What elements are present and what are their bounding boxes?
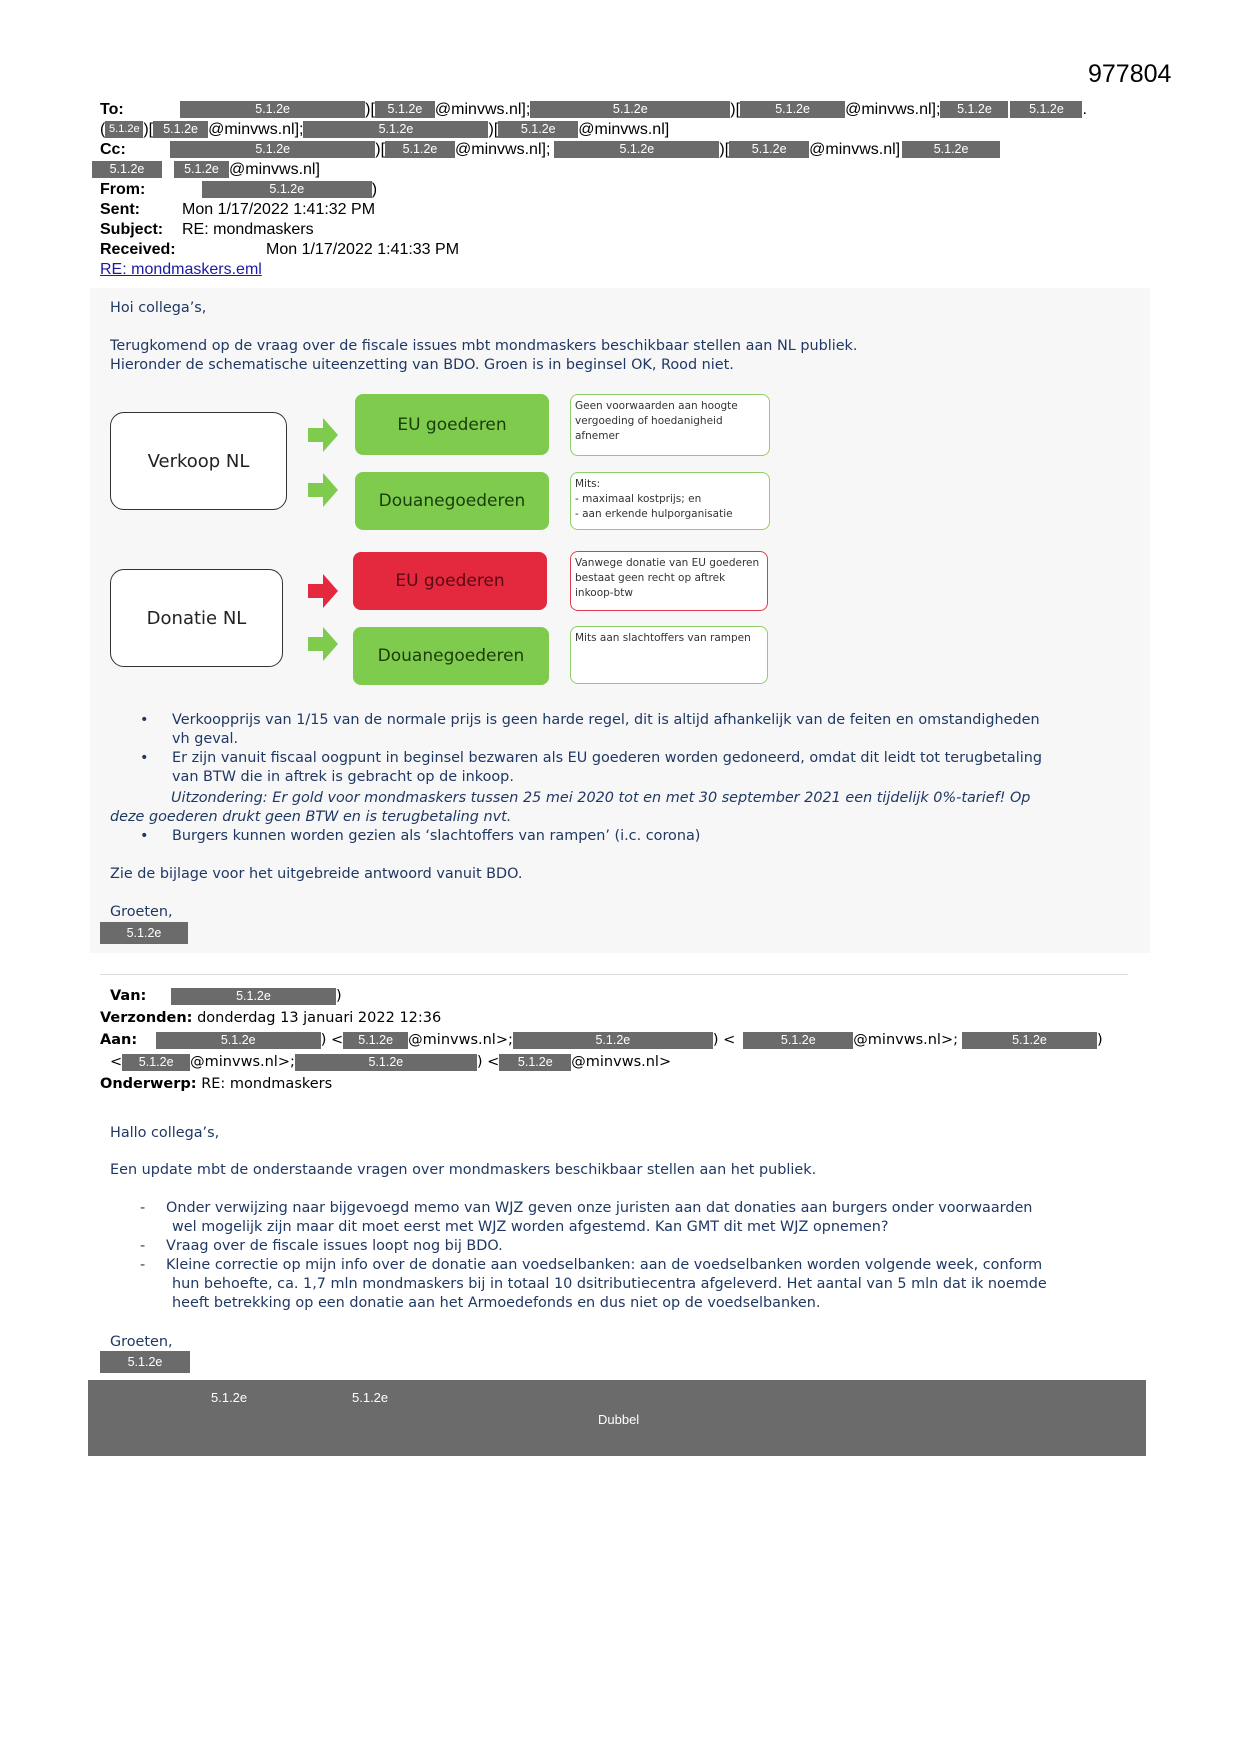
list-item — [110, 1237, 1047, 1256]
redaction: 5.1.2e — [170, 141, 375, 158]
received-label: Received: — [100, 241, 176, 258]
greeting: Hoi collega’s, — [110, 300, 207, 316]
redaction: 5.1.2e — [530, 101, 730, 118]
bullet-item: • Burgers kunnen worden gezien als ‘slachtoffers van rampen’ (i.c. corona) — [110, 827, 700, 846]
redaction: 5.1.2e — [211, 1390, 248, 1405]
attachment-link[interactable]: RE: mondmaskers.eml — [100, 261, 262, 278]
note-line: Mits: — [575, 478, 601, 490]
redaction: 5.1.2e — [499, 1054, 571, 1071]
redaction: 5.1.2e — [375, 101, 435, 118]
redaction: 5.1.2e — [729, 141, 809, 158]
mail2-closing: Groeten, — [110, 1334, 173, 1350]
item-text: hun behoefte, ca. 1,7 mln mondmaskers bij in totaal 10 dsitributiecentra afgeleverd. Het aantal van 5 mln dat ik noemde — [172, 1276, 1047, 1292]
item-text: Vraag over de fiscale issues loopt nog bij BDO. — [166, 1238, 503, 1254]
bullet-text: van BTW die in aftrek is gebracht op de inkoop. — [172, 769, 514, 785]
bullet-text: Verkoopprijs van 1/15 van de normale prijs is geen harde regel, dit is altijd afhankelijk van de feiten en omstandigheden — [172, 712, 1040, 728]
email-domain: @minvws.nl] — [578, 121, 670, 138]
mail2-header — [100, 985, 1103, 1095]
redaction: 5.1.2e — [740, 101, 845, 118]
douanegoederen-verkoop: Douanegoederen — [355, 472, 549, 530]
aan-label: Aan: — [100, 1032, 138, 1048]
received-value: Mon 1/17/2022 1:41:33 PM — [266, 241, 460, 258]
subject-label: Subject: — [100, 221, 164, 238]
sent-label: Sent: — [100, 201, 140, 218]
intro-line-1: Terugkomend op de vraag over de fiscale issues mbt mondmaskers beschikbaar stellen aan NL publiek. — [110, 338, 858, 354]
note-eu-donatie: Vanwege donatie van EU goederen bestaat geen recht op aftrek inkoop-btw — [570, 551, 768, 611]
redaction: 5.1.2e — [295, 1054, 477, 1071]
redaction: 5.1.2e — [156, 1032, 321, 1049]
intro-line-2: Hieronder de schematische uiteenzetting van BDO. Groen is in beginsel OK, Rood niet. — [110, 357, 734, 373]
verzonden-label: Verzonden: — [100, 1010, 193, 1026]
redaction: 5.1.2e — [171, 988, 336, 1005]
cc-line-2 — [92, 160, 320, 179]
redaction: 5.1.2e — [962, 1032, 1097, 1049]
to-line-1: To: 5.1.2e )[ 5.1.2e @minvws.nl]; 5.1.2e )[ 5.1.2e @minvws.nl]; 5.1.2e 5.1.2e . — [100, 101, 1087, 118]
onderwerp-value: RE: mondmaskers — [201, 1076, 333, 1092]
mail2-greeting: Hallo collega’s, — [110, 1125, 220, 1141]
redaction: 5.1.2e — [153, 121, 208, 138]
bullet-list — [110, 711, 1042, 787]
email-domain: @minvws.nl>; — [408, 1032, 513, 1048]
item-text: Onder verwijzing naar bijgevoegd memo van WJZ geven onze juristen aan dat donaties aan burgers onder voorwaarden — [166, 1200, 1033, 1216]
document-number: 977804 — [1088, 60, 1172, 88]
sent-line — [100, 200, 376, 219]
red-arrow-icon — [308, 574, 338, 608]
list-item — [110, 1199, 1047, 1237]
email-domain: @minvws.nl> — [571, 1054, 672, 1070]
redaction: 5.1.2e — [100, 1351, 190, 1373]
list-item — [110, 1256, 1047, 1313]
bullet-list-2 — [110, 827, 700, 846]
verzonden-line — [100, 1007, 1103, 1029]
redaction: 5.1.2e — [743, 1032, 853, 1049]
attachment-note: Zie de bijlage voor het uitgebreide antwoord vanuit BDO. — [110, 866, 523, 882]
email-domain: @minvws.nl]; — [434, 101, 531, 118]
redaction: 5.1.2e — [1010, 101, 1082, 118]
eu-goederen-verkoop: EU goederen — [355, 394, 549, 455]
onderwerp-label: Onderwerp: — [100, 1076, 197, 1092]
redaction: 5.1.2e — [100, 922, 188, 944]
note-douane-verkoop — [570, 472, 770, 530]
item-text: wel mogelijk zijn maar dit moet eerst met WJZ worden afgestemd. Kan GMT dit met WJZ opnemen? — [172, 1219, 889, 1235]
bullet-item — [110, 711, 1042, 749]
email-domain: @minvws.nl]; — [455, 141, 551, 158]
sent-value: Mon 1/17/2022 1:41:32 PM — [182, 201, 376, 218]
mail2-items — [110, 1199, 1047, 1313]
subject-line — [100, 220, 314, 239]
email-domain: @minvws.nl]; — [208, 121, 304, 138]
redaction: 5.1.2e — [92, 161, 162, 178]
bullet-item — [110, 749, 1042, 787]
to-line-2: ( 5.1.2e )[ 5.1.2e @minvws.nl]; 5.1.2e )[ 5.1.2e @minvws.nl] — [100, 121, 670, 138]
from-label: From: — [100, 181, 146, 198]
redaction: 5.1.2e — [902, 141, 1000, 158]
redaction: 5.1.2e — [122, 1054, 190, 1071]
to-label: To: — [100, 101, 124, 118]
onderwerp-line — [100, 1073, 1103, 1095]
note-douane-donatie: Mits aan slachtoffers van rampen — [570, 626, 768, 684]
exception-line-2: deze goederen drukt geen BTW en is terugbetaling nvt. — [110, 809, 512, 825]
received-line — [100, 240, 460, 259]
redaction: 5.1.2e — [202, 181, 372, 198]
separator — [100, 974, 1128, 975]
aan-line-2: < 5.1.2e @minvws.nl>; 5.1.2e ) < 5.1.2e @minvws.nl> — [110, 1054, 672, 1070]
item-text: heeft betrekking op een donatie aan het Armoedefonds en dus niet op de voedselbanken. — [172, 1295, 821, 1311]
exception-line-1: Uitzondering: Er gold voor mondmaskers tussen 25 mei 2020 tot en met 30 september 2021 een tijdelijk 0%-tarief! Op — [171, 790, 1031, 806]
email-domain: @minvws.nl] — [809, 141, 901, 158]
green-arrow-icon — [308, 627, 338, 661]
verzonden-value: donderdag 13 januari 2022 12:36 — [197, 1010, 442, 1026]
van-label: Van: — [110, 988, 147, 1004]
verkoop-box: Verkoop NL — [110, 412, 287, 510]
email-domain: @minvws.nl]; — [845, 101, 941, 118]
green-arrow-icon — [308, 418, 338, 452]
van-line: Van: 5.1.2e ) — [110, 988, 342, 1004]
subject-value: RE: mondmaskers — [182, 221, 314, 238]
redaction: 5.1.2e — [303, 121, 488, 138]
email-domain: @minvws.nl>; — [853, 1032, 958, 1048]
cc-label: Cc: — [100, 141, 126, 158]
redaction: 5.1.2e — [105, 121, 143, 138]
note-line: - aan erkende hulporganisatie — [575, 508, 733, 520]
mail2-intro: Een update mbt de onderstaande vragen over mondmaskers beschikbaar stellen aan het publiek. — [110, 1162, 817, 1178]
note-line: - maximaal kostprijs; en — [575, 493, 702, 505]
redaction: 5.1.2e — [180, 101, 365, 118]
redaction: 5.1.2e — [385, 141, 455, 158]
douanegoederen-donatie: Douanegoederen — [353, 627, 549, 685]
redaction: 5.1.2e — [352, 1390, 389, 1405]
bullet-text: vh geval. — [172, 731, 239, 747]
redaction: 5.1.2e — [940, 101, 1008, 118]
cc-line-1: Cc: 5.1.2e )[ 5.1.2e @minvws.nl]; 5.1.2e )[ 5.1.2e @minvws.nl] 5.1.2e — [100, 140, 1000, 159]
redaction: 5.1.2e — [554, 141, 719, 158]
bullet-text: Er zijn vanuit fiscaal oogpunt in beginsel bezwaren als EU goederen worden gedoneerd, omdat dit leidt tot terugbetaling — [172, 750, 1042, 766]
from-line: From: 5.1.2e ) — [100, 181, 378, 198]
eu-goederen-donatie: EU goederen — [353, 552, 547, 610]
green-arrow-icon — [308, 473, 338, 507]
redaction: 5.1.2e — [513, 1032, 713, 1049]
closing: Groeten, — [110, 904, 173, 920]
footer-bar — [88, 1380, 1146, 1456]
note-eu-verkoop: Geen voorwaarden aan hoogte vergoeding of hoedanigheid afnemer — [570, 394, 770, 456]
footer-label: Dubbel — [598, 1412, 640, 1427]
redaction: 5.1.2e — [174, 161, 229, 178]
donatie-box: Donatie NL — [110, 569, 283, 667]
redaction: 5.1.2e — [498, 121, 578, 138]
redaction: 5.1.2e — [343, 1032, 408, 1049]
email-domain: @minvws.nl] — [229, 161, 320, 178]
email-domain: @minvws.nl>; — [190, 1054, 295, 1070]
item-text: Kleine correctie op mijn info over de donatie aan voedselbanken: aan de voedselbanken worden volgende week, conform — [166, 1257, 1043, 1273]
aan-line-1: Aan: 5.1.2e ) < 5.1.2e @minvws.nl>; 5.1.2e ) < 5.1.2e @minvws.nl>; 5.1.2e ) — [100, 1032, 1103, 1048]
